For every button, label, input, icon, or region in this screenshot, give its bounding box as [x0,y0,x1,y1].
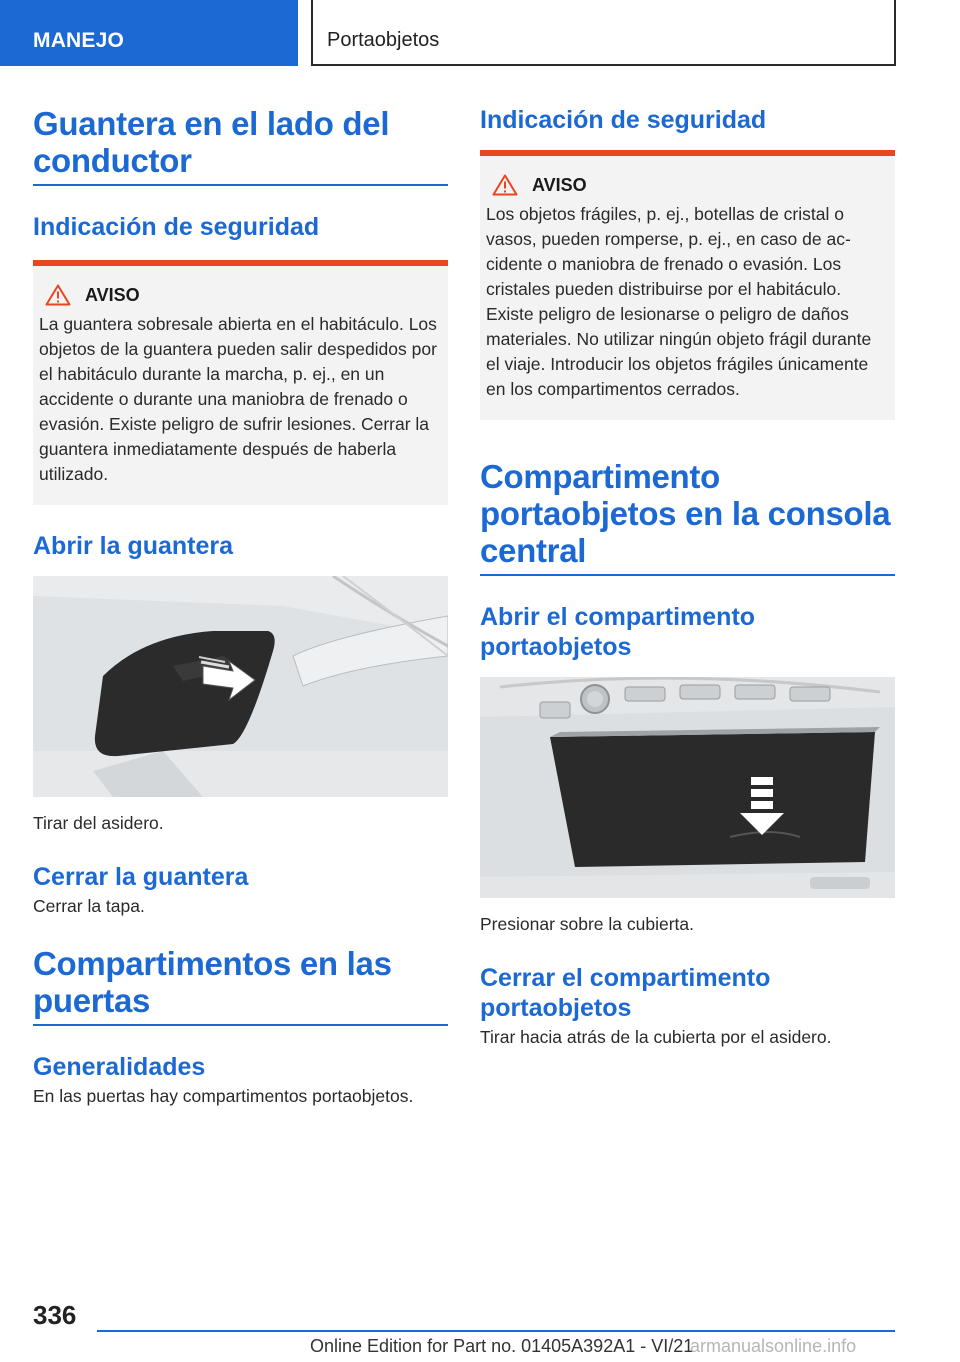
close-compartment-heading: Cerrar el compartimento portaobjetos [480,964,771,1022]
footer-divider [97,1330,895,1332]
left-warning-box [33,260,448,505]
section-tab[interactable]: MANEJO [0,0,298,66]
page-number: 336 [33,1300,77,1330]
warning-label: AVISO [85,284,140,305]
door-compartments-title: Compartimentos en las puertas [33,945,448,1026]
watermark: armanualsonline.info [690,1336,857,1356]
open-glovebox-caption: Tirar del asidero. [33,813,164,833]
edition-text: Online Edition for Part no. 01405A392A1 - VI/21 [310,1336,694,1356]
warning-triangle-icon [45,284,71,306]
console-compartment-title: Compartimento portaobjetos en la consola central [480,458,895,576]
console-photo [480,677,895,898]
close-compartment-text: Tirar hacia atrás de la cubierta por el asidero. [480,1027,832,1047]
warning-triangle-icon [492,174,518,196]
right-warning-box [480,150,895,420]
warning-text: La guantera sobresale abierta en el habitáculo. Los objetos de la guantera pueden salir despedidos por el habitáculo durante la marcha, p. ej., en un accidente o durante una maniobra de frenado o evasión. Existe peligro de sufrir lesiones. Cerrar la guantera inmediatamente después de haberla utilizado. [39,314,437,484]
right-column [480,100,895,1050]
open-glovebox-heading: Abrir la guantera [33,532,234,560]
left-safety-heading: Indicación de seguridad [33,213,320,241]
general-heading: Generalidades [33,1053,206,1081]
glovebox-title: Guantera en el lado del conductor [33,105,448,186]
glovebox-photo [33,576,448,797]
close-glovebox-text: Cerrar la tapa. [33,896,145,916]
open-compartment-caption: Presionar sobre la cubierta. [480,914,694,934]
left-column [33,100,448,1109]
close-glovebox-heading: Cerrar la guantera [33,863,249,891]
warning-header [39,284,442,306]
page-header [0,0,960,66]
warning-label: AVISO [532,174,587,195]
open-compartment-heading: Abrir el compartimento portaobjetos [480,603,756,661]
general-text: En las puertas hay compartimentos portaobjetos. [33,1086,414,1106]
right-safety-heading: Indicación de seguridad [480,106,767,134]
chapter-tab[interactable]: Portaobjetos [311,0,896,66]
warning-header [486,174,889,196]
warning-text: Los objetos frágiles, p. ej., botellas de cristal o vasos, pueden romperse, p. ej., en caso de accidente o maniobra de frenado o evasión. Los cristales pueden distribuirse por el habitáculo. Existe peligro de lesionarse o peligro de daños materiales. No utilizar ningún objeto frágil durante el viaje. Introducir los objetos frágiles únicamente en los compartimentos cerrados. [486,204,872,399]
